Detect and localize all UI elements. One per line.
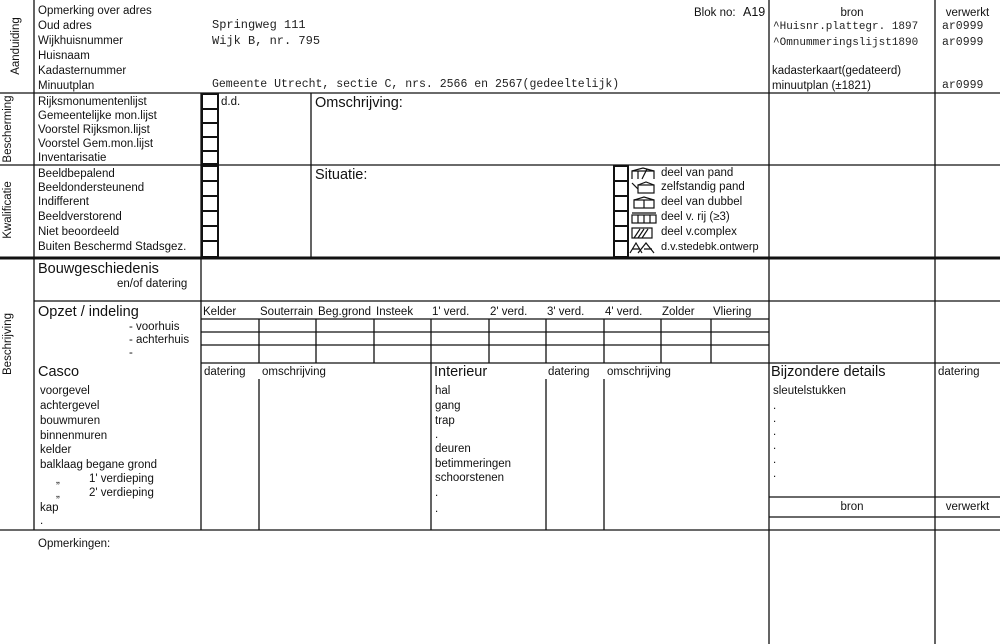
interieur-datering-header: datering xyxy=(548,366,590,378)
interieur-dot-3: . xyxy=(435,503,439,515)
bron-header: bron xyxy=(840,7,864,19)
casco-ditto-2: „ xyxy=(56,488,60,500)
bijzondere-dot-6: . xyxy=(773,468,777,480)
casco-datering-header: datering xyxy=(204,366,246,378)
bescherming-voorstel-gem: Voorstel Gem.mon.lijst xyxy=(38,138,154,150)
bescherming-voorstel-rijksmon: Voorstel Rijksmon.lijst xyxy=(38,124,150,136)
casco-2-verdieping: 2' verdieping xyxy=(89,487,154,499)
bijzondere-dot-1: . xyxy=(773,400,777,412)
deel-van-pand-icon xyxy=(616,167,658,180)
casco-bouwmuren: bouwmuren xyxy=(40,415,101,427)
interieur-dot-1: . xyxy=(435,429,439,441)
bescherming-rijksmonumentenlijst: Rijksmonumentenlijst xyxy=(38,96,147,108)
bijzondere-dot-4: . xyxy=(773,440,777,452)
value-minuutplan: Gemeente Utrecht, sectie C, nrs. 2566 en 2567(gedeeltelijk) xyxy=(212,78,620,91)
opzet-col-3-verd: 3' verd. xyxy=(547,306,585,318)
section-label-bescherming: Bescherming xyxy=(2,95,14,163)
casco-title: Casco xyxy=(38,364,80,380)
bouwgeschiedenis-subtitle: en/of datering xyxy=(117,278,188,290)
interieur-gang: gang xyxy=(435,400,461,412)
pand-stedebouwkundig: d.v.stedebk.ontwerp xyxy=(661,241,759,253)
bescherming-checkbox-column xyxy=(201,93,219,165)
label-minuutplan: Minuutplan xyxy=(38,80,95,92)
bescherming-gemeentelijke-lijst: Gemeentelijke mon.lijst xyxy=(38,110,157,122)
bijzondere-datering-header: datering xyxy=(938,366,980,378)
casco-ditto-1: „ xyxy=(56,474,60,486)
label-huisnaam: Huisnaam xyxy=(38,50,90,62)
bron-kadasterkaart: kadasterkaart(gedateerd) xyxy=(772,65,902,77)
opzet-col-zolder: Zolder xyxy=(662,306,695,318)
pand-zelfstandig: zelfstandig pand xyxy=(661,181,745,193)
omschrijving-label: Omschrijving: xyxy=(315,95,403,111)
interieur-trap: trap xyxy=(435,415,455,427)
stedebouwkundig-ontwerp-icon xyxy=(616,241,658,254)
casco-voorgevel: voorgevel xyxy=(40,385,90,397)
pand-deel-v-rij: deel v. rij (≥3) xyxy=(661,211,730,223)
opzet-row-voorhuis: - voorhuis xyxy=(129,321,180,333)
bron-minuutplan: minuutplan (±1821) xyxy=(772,80,872,92)
kwal-beeldbepalend: Beeldbepalend xyxy=(38,168,115,180)
opzet-col-vliering: Vliering xyxy=(713,306,752,318)
verwerkt-3: ar0999 xyxy=(942,79,984,92)
opzet-title: Opzet / indeling xyxy=(38,304,139,320)
kwal-beeldverstorend: Beeldverstorend xyxy=(38,211,122,223)
block-number-value: A19 xyxy=(743,5,766,19)
verwerkt-2: ar0999 xyxy=(942,36,984,49)
interieur-dot-2: . xyxy=(435,487,439,499)
bijzondere-dot-5: . xyxy=(773,454,777,466)
interieur-title: Interieur xyxy=(434,364,488,380)
casco-kelder: kelder xyxy=(40,444,72,456)
pand-deel-van-dubbel: deel van dubbel xyxy=(661,196,743,208)
pand-deel-v-complex: deel v.complex xyxy=(661,226,737,238)
pand-deel-van-pand: deel van pand xyxy=(661,167,734,179)
situatie-label: Situatie: xyxy=(315,167,368,183)
interieur-omschrijving-header: omschrijving xyxy=(607,366,671,378)
section-label-kwalificatie: Kwalificatie xyxy=(2,181,14,239)
bijzondere-sleutelstukken: sleutelstukken xyxy=(773,385,846,397)
kwal-buiten-beschermd: Buiten Beschermd Stadsgez. xyxy=(38,241,187,253)
bron-huisnr-plattegrond: ^Huisnr.plattegr. 1897 xyxy=(773,21,919,33)
deel-v-rij-icon xyxy=(616,211,658,224)
interieur-hal: hal xyxy=(435,385,451,397)
casco-achtergevel: achtergevel xyxy=(40,400,100,412)
bijzondere-verwerkt-header: verwerkt xyxy=(945,501,990,513)
kwal-indifferent: Indifferent xyxy=(38,196,89,208)
interieur-schoorstenen: schoorstenen xyxy=(435,472,505,484)
bescherming-inventarisatie: Inventarisatie xyxy=(38,152,107,164)
bron-omnummeringslijst: ^Omnummeringslijst1890 xyxy=(773,37,919,49)
bijzondere-bron-header: bron xyxy=(840,501,864,513)
opzet-row-achterhuis: - achterhuis xyxy=(129,334,190,346)
label-opmerking-adres: Opmerking over adres xyxy=(38,5,152,17)
bijzondere-details-title: Bijzondere details xyxy=(771,364,886,380)
verwerkt-header: verwerkt xyxy=(945,7,990,19)
section-label-aanduiding: Aanduiding xyxy=(10,17,22,75)
kwal-beeldondersteunend: Beeldondersteunend xyxy=(38,182,145,194)
interieur-deuren: deuren xyxy=(435,443,471,455)
label-kadasternummer: Kadasternummer xyxy=(38,65,127,77)
deel-v-complex-icon xyxy=(616,226,658,239)
kwalificatie-checkbox-column xyxy=(201,165,219,258)
opmerkingen-label: Opmerkingen: xyxy=(38,538,111,550)
section-label-beschrijving: Beschrijving xyxy=(2,313,14,375)
bouwgeschiedenis-title: Bouwgeschiedenis xyxy=(38,261,159,277)
value-wijkhuisnummer: Wijk B, nr. 795 xyxy=(212,34,321,48)
casco-balklaag: balklaag begane grond xyxy=(40,459,158,471)
opzet-col-1-verd: 1' verd. xyxy=(432,306,470,318)
casco-1-verdieping: 1' verdieping xyxy=(89,473,154,485)
opzet-row-empty: - xyxy=(129,347,133,359)
value-oud-adres: Springweg 111 xyxy=(212,18,306,32)
block-number-label: Blok no: xyxy=(694,7,736,19)
label-wijkhuisnummer: Wijkhuisnummer xyxy=(38,35,123,47)
deel-van-dubbel-icon xyxy=(616,196,658,209)
bijzondere-dot-3: . xyxy=(773,426,777,438)
kwal-niet-beoordeeld: Niet beoordeeld xyxy=(38,226,120,238)
opzet-col-4-verd: 4' verd. xyxy=(605,306,643,318)
opzet-col-beg-grond: Beg.grond xyxy=(318,306,372,318)
verwerkt-1: ar0999 xyxy=(942,20,984,33)
label-oud-adres: Oud adres xyxy=(38,20,92,32)
opzet-col-2-verd: 2' verd. xyxy=(490,306,528,318)
opzet-col-souterrain: Souterrain xyxy=(260,306,314,318)
casco-dot: . xyxy=(40,515,44,527)
interieur-betimmeringen: betimmeringen xyxy=(435,458,512,470)
bijzondere-dot-2: . xyxy=(773,413,777,425)
casco-binnenmuren: binnenmuren xyxy=(40,430,108,442)
dd-label: d.d. xyxy=(221,96,241,108)
zelfstandig-pand-icon xyxy=(616,181,658,194)
opzet-col-kelder: Kelder xyxy=(203,306,237,318)
casco-kap: kap xyxy=(40,502,59,514)
casco-omschrijving-header: omschrijving xyxy=(262,366,326,378)
opzet-col-insteek: Insteek xyxy=(376,306,414,318)
